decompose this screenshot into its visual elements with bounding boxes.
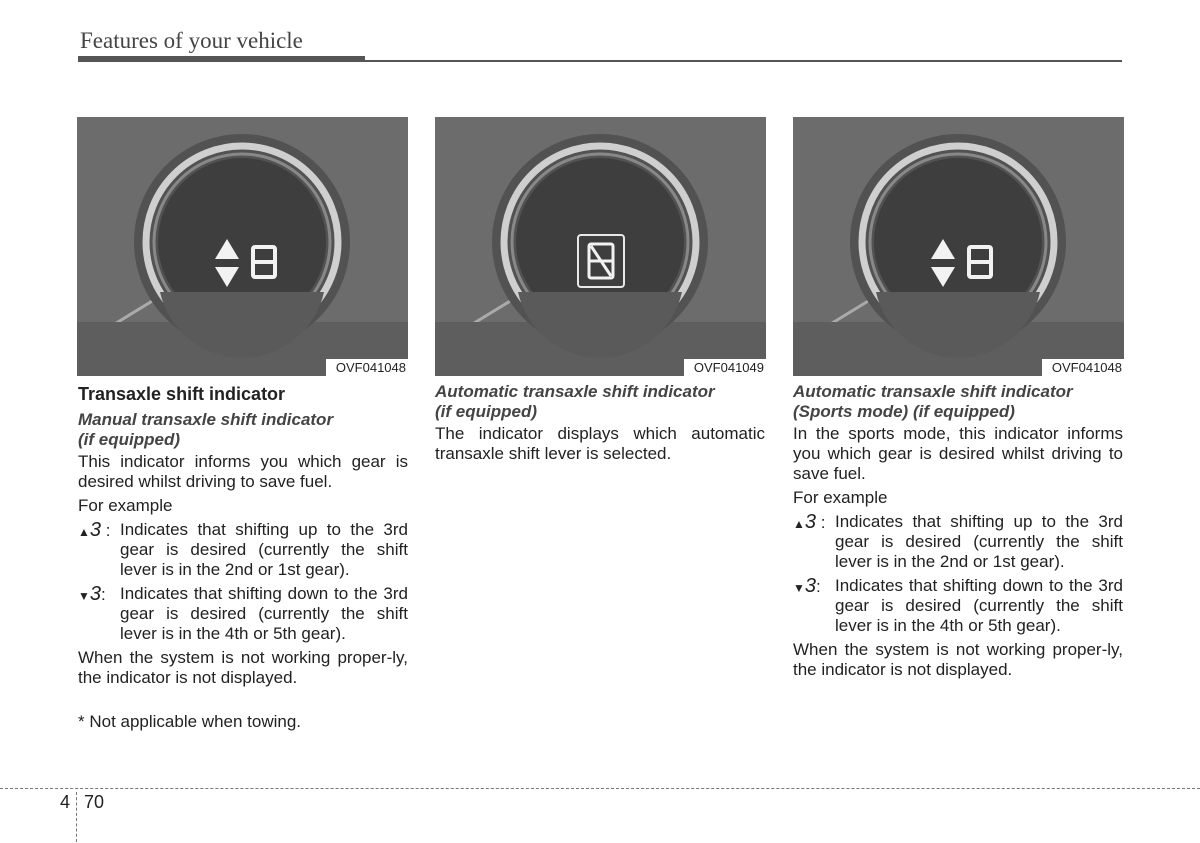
downshift-symbol: ▼3: xyxy=(78,583,106,605)
downshift-symbol: ▼3: xyxy=(793,575,821,597)
upshift-indicator-item xyxy=(78,520,408,580)
subsection-heading-line2: (if equipped) xyxy=(435,402,537,421)
downshift-description: Indicates that shifting down to the 3rd gear is desired (currently the shift lever is in the 4th or 5th gear). xyxy=(835,576,1123,635)
up-arrow-icon: ▲ xyxy=(78,525,90,539)
figure-code: OVF041049 xyxy=(684,359,766,376)
paragraph: For example xyxy=(793,488,888,507)
chapter-number: 4 xyxy=(60,792,71,812)
upshift-symbol: ▲3 : xyxy=(793,511,826,533)
up-arrow-icon: ▲ xyxy=(793,517,805,531)
paragraph: For example xyxy=(78,496,173,515)
page-header-title: Features of your vehicle xyxy=(80,28,303,53)
gear-digit: 3 xyxy=(804,575,817,597)
paragraph: The indicator displays which automatic transaxle shift lever is selected. xyxy=(435,424,765,463)
gear-digit: 3 xyxy=(89,583,102,605)
column-manual xyxy=(78,382,408,732)
downshift-indicator-item xyxy=(793,576,1123,636)
footer-rule xyxy=(0,788,1200,789)
down-arrow-icon: ▼ xyxy=(793,581,805,595)
figure-automatic-shift-indicator xyxy=(435,117,766,376)
upshift-description: Indicates that shifting up to the 3rd gear is desired (currently the shift lever is in the 2nd or 1st gear). xyxy=(835,512,1123,571)
downshift-description: Indicates that shifting down to the 3rd gear is desired (currently the shift lever is in the 4th or 5th gear). xyxy=(120,584,408,643)
column-automatic xyxy=(435,382,765,464)
upshift-symbol: ▲3 : xyxy=(78,519,111,541)
figure-code: OVF041048 xyxy=(326,359,408,376)
paragraph: In the sports mode, this indicator informs you which gear is desired whilst driving to save fuel. xyxy=(793,424,1123,483)
figure-sports-shift-indicator xyxy=(793,117,1124,376)
footer-divider xyxy=(76,792,77,842)
downshift-indicator-item xyxy=(78,584,408,644)
upshift-description: Indicates that shifting up to the 3rd gear is desired (currently the shift lever is in the 2nd or 1st gear). xyxy=(120,520,408,579)
figure-code: OVF041048 xyxy=(1042,359,1124,376)
paragraph: When the system is not working proper-ly, the indicator is not displayed. xyxy=(78,648,408,687)
subsection-heading-line1: Automatic transaxle shift indicator xyxy=(435,382,715,401)
down-arrow-icon: ▼ xyxy=(78,589,90,603)
gear-digit: 3 xyxy=(804,511,817,533)
gear-digit: 3 xyxy=(89,519,102,541)
footnote: * Not applicable when towing. xyxy=(78,712,302,731)
subsection-heading-line1: Manual transaxle shift indicator xyxy=(78,410,334,429)
figure-manual-shift-indicator xyxy=(77,117,408,376)
paragraph: When the system is not working proper-ly, the indicator is not displayed. xyxy=(793,640,1123,679)
subsection-heading-line2: (if equipped) xyxy=(78,430,180,449)
header-rule-thick xyxy=(78,56,365,62)
header-rule-thin xyxy=(365,60,1122,62)
section-heading: Transaxle shift indicator xyxy=(78,384,286,404)
subsection-heading-line2: (Sports mode) (if equipped) xyxy=(793,402,1015,421)
column-sports xyxy=(793,382,1123,680)
paragraph: This indicator informs you which gear is desired whilst driving to save fuel. xyxy=(78,452,408,491)
subsection-heading-line1: Automatic transaxle shift indicator xyxy=(793,382,1073,401)
page-number: 70 xyxy=(84,792,105,812)
upshift-indicator-item xyxy=(793,512,1123,572)
